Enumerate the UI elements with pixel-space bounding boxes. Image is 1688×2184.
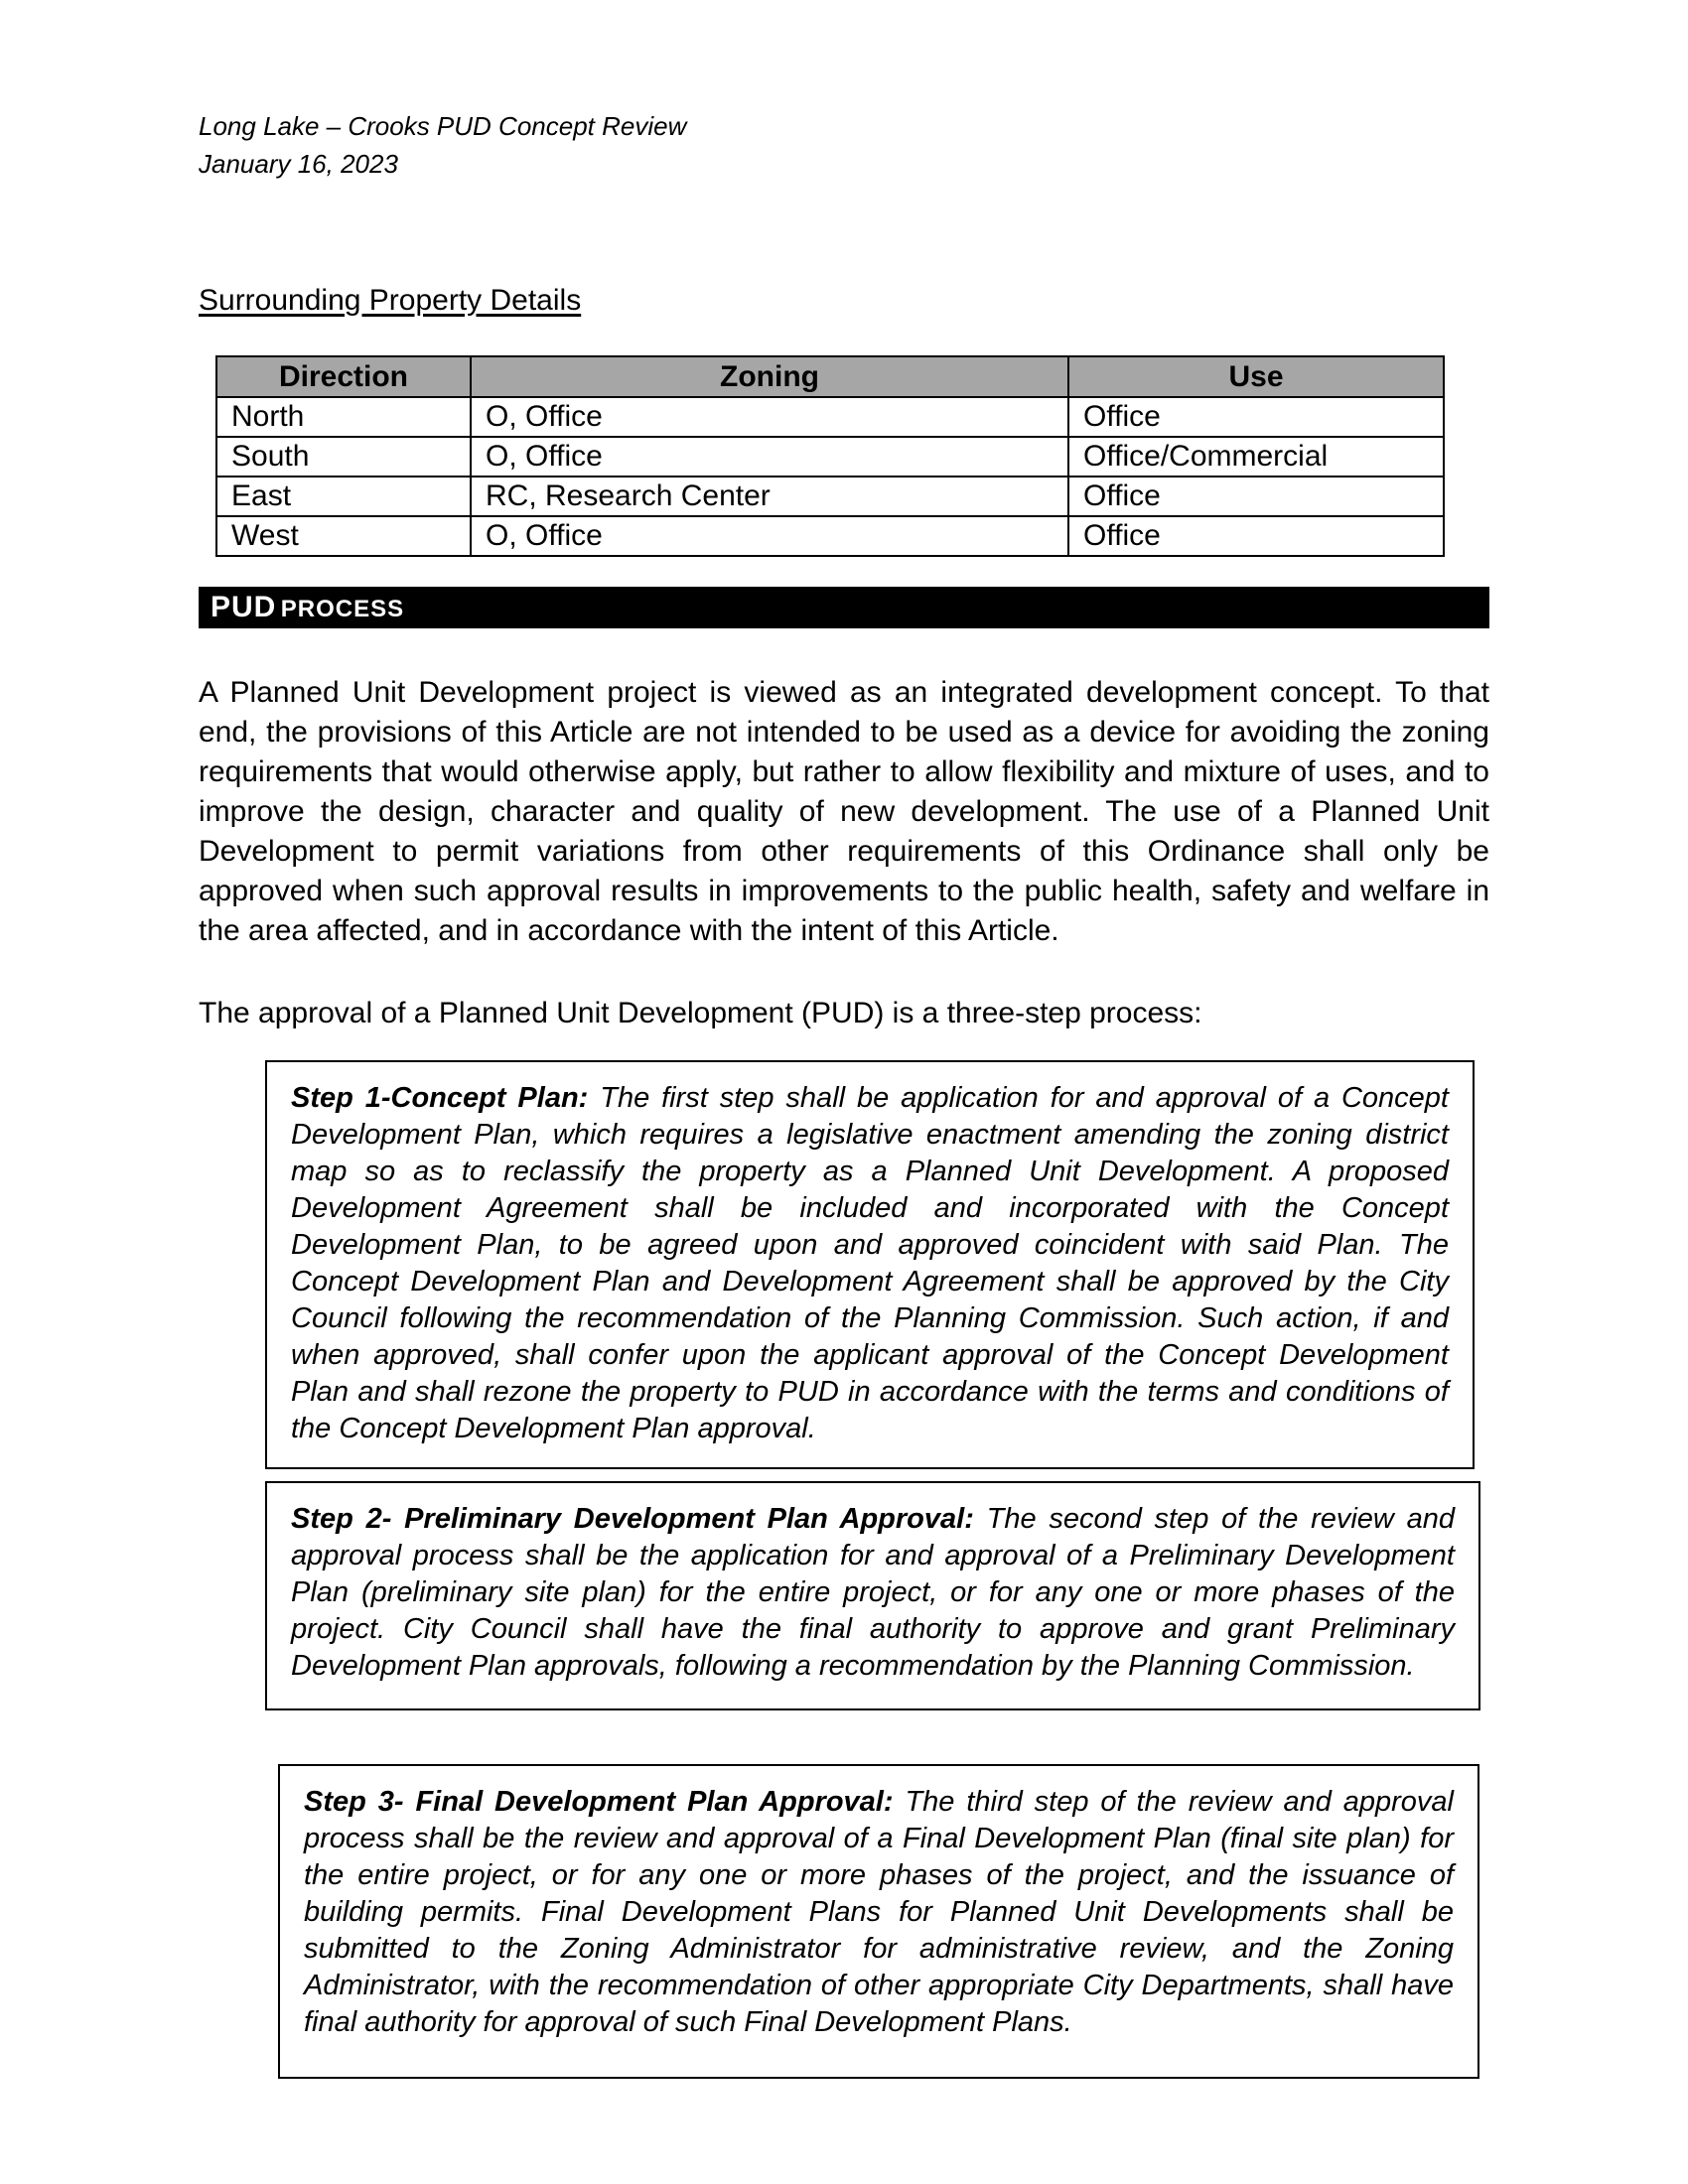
header-date: January 16, 2023 [199, 149, 398, 179]
step-1-concept-plan-box [265, 1060, 1475, 1469]
table-row-south [216, 437, 1444, 477]
cell-zoning: O, Office [471, 397, 1068, 437]
table-header-direction: Direction [216, 356, 471, 397]
cell-use: Office [1068, 516, 1444, 556]
cell-direction: West [216, 516, 471, 556]
table-row-east [216, 477, 1444, 516]
document-header [199, 107, 686, 183]
cell-direction: South [216, 437, 471, 477]
surrounding-property-table [215, 355, 1445, 557]
cell-zoning: O, Office [471, 437, 1068, 477]
header-title: Long Lake – Crooks PUD Concept Review [199, 111, 687, 141]
step-2-text: The second step of the review and approval process shall be the application for and approval of a Preliminary Development Plan (preliminary site plan) for the entire project, or for any one or more phases of the project. City Council shall have the final authority to approve and grant Preliminary Development Plan approvals, following a recommendation by the Planning Commission. [291, 1503, 1455, 1682]
cell-zoning: RC, Research Center [471, 477, 1068, 516]
table-row-north [216, 397, 1444, 437]
surrounding-property-heading: Surrounding Property Details [199, 284, 582, 317]
table-row-west [216, 516, 1444, 556]
table-header-use: Use [1068, 356, 1444, 397]
cell-zoning: O, Office [471, 516, 1068, 556]
step-3-text: The third step of the review and approval process shall be the review and approval of a Final Development Plan (final site plan) for the entire project, or for any one or more phases of the project, and the issuance of building permits. Final Development Plans for Planned Unit Developments shall be submitted to the Zoning Administrator for administrative review, and the Zoning Administrator, with the recommendation of other appropriate City Departments, shall have final authority for approval of such Final Development Plans. [304, 1786, 1454, 2038]
table-header-row [216, 356, 1444, 397]
step-1-text: The first step shall be application for and approval of a Concept Development Plan, which requires a legislative enactment amending the zoning district map so as to reclassify the property as a Planned Unit Development. A proposed Development Agreement shall be included and incorporated with the Concept Development Plan, to be agreed upon and approved coincident with said Plan. The Concept Development Plan and Development Agreement shall be approved by the City Council following the recommendation of the Planning Commission. Such action, if and when approved, shall confer upon the applicant approval of the Concept Development Plan and shall rezone the property to PUD in accordance with the terms and conditions of the Concept Development Plan approval. [291, 1082, 1449, 1444]
step-1-title: Step 1-Concept Plan: [291, 1082, 589, 1114]
cell-use: Office [1068, 397, 1444, 437]
table-header-zoning: Zoning [471, 356, 1068, 397]
step-2-title: Step 2- Preliminary Development Plan Approval: [291, 1503, 974, 1535]
cell-direction: North [216, 397, 471, 437]
pud-process-banner [199, 587, 1489, 628]
step-3-title: Step 3- Final Development Plan Approval: [304, 1786, 894, 1818]
cell-use: Office [1068, 477, 1444, 516]
pud-intro-paragraph: A Planned Unit Development project is viewed as an integrated development concept. To that end, the provisions of this Article are not intended to be used as a device for avoiding the zoning requirements that would otherwise apply, but rather to allow flexibility and mixture of uses, and to improve the design, character and quality of new development. The use of a Planned Unit Development to permit variations from other requirements of this Ordinance shall only be approved when such approval results in improvements to the public health, safety and welfare in the area affected, and in accordance with the intent of this Article. [199, 676, 1489, 947]
cell-use: Office/Commercial [1068, 437, 1444, 477]
step-2-preliminary-plan-box [265, 1481, 1480, 1710]
step-3-final-plan-box [278, 1764, 1479, 2079]
three-step-process-line: The approval of a Planned Unit Development (PUD) is a three-step process: [199, 997, 1202, 1029]
banner-word-pud: PUD [211, 591, 277, 623]
cell-direction: East [216, 477, 471, 516]
banner-word-process: PROCESS [280, 596, 405, 622]
